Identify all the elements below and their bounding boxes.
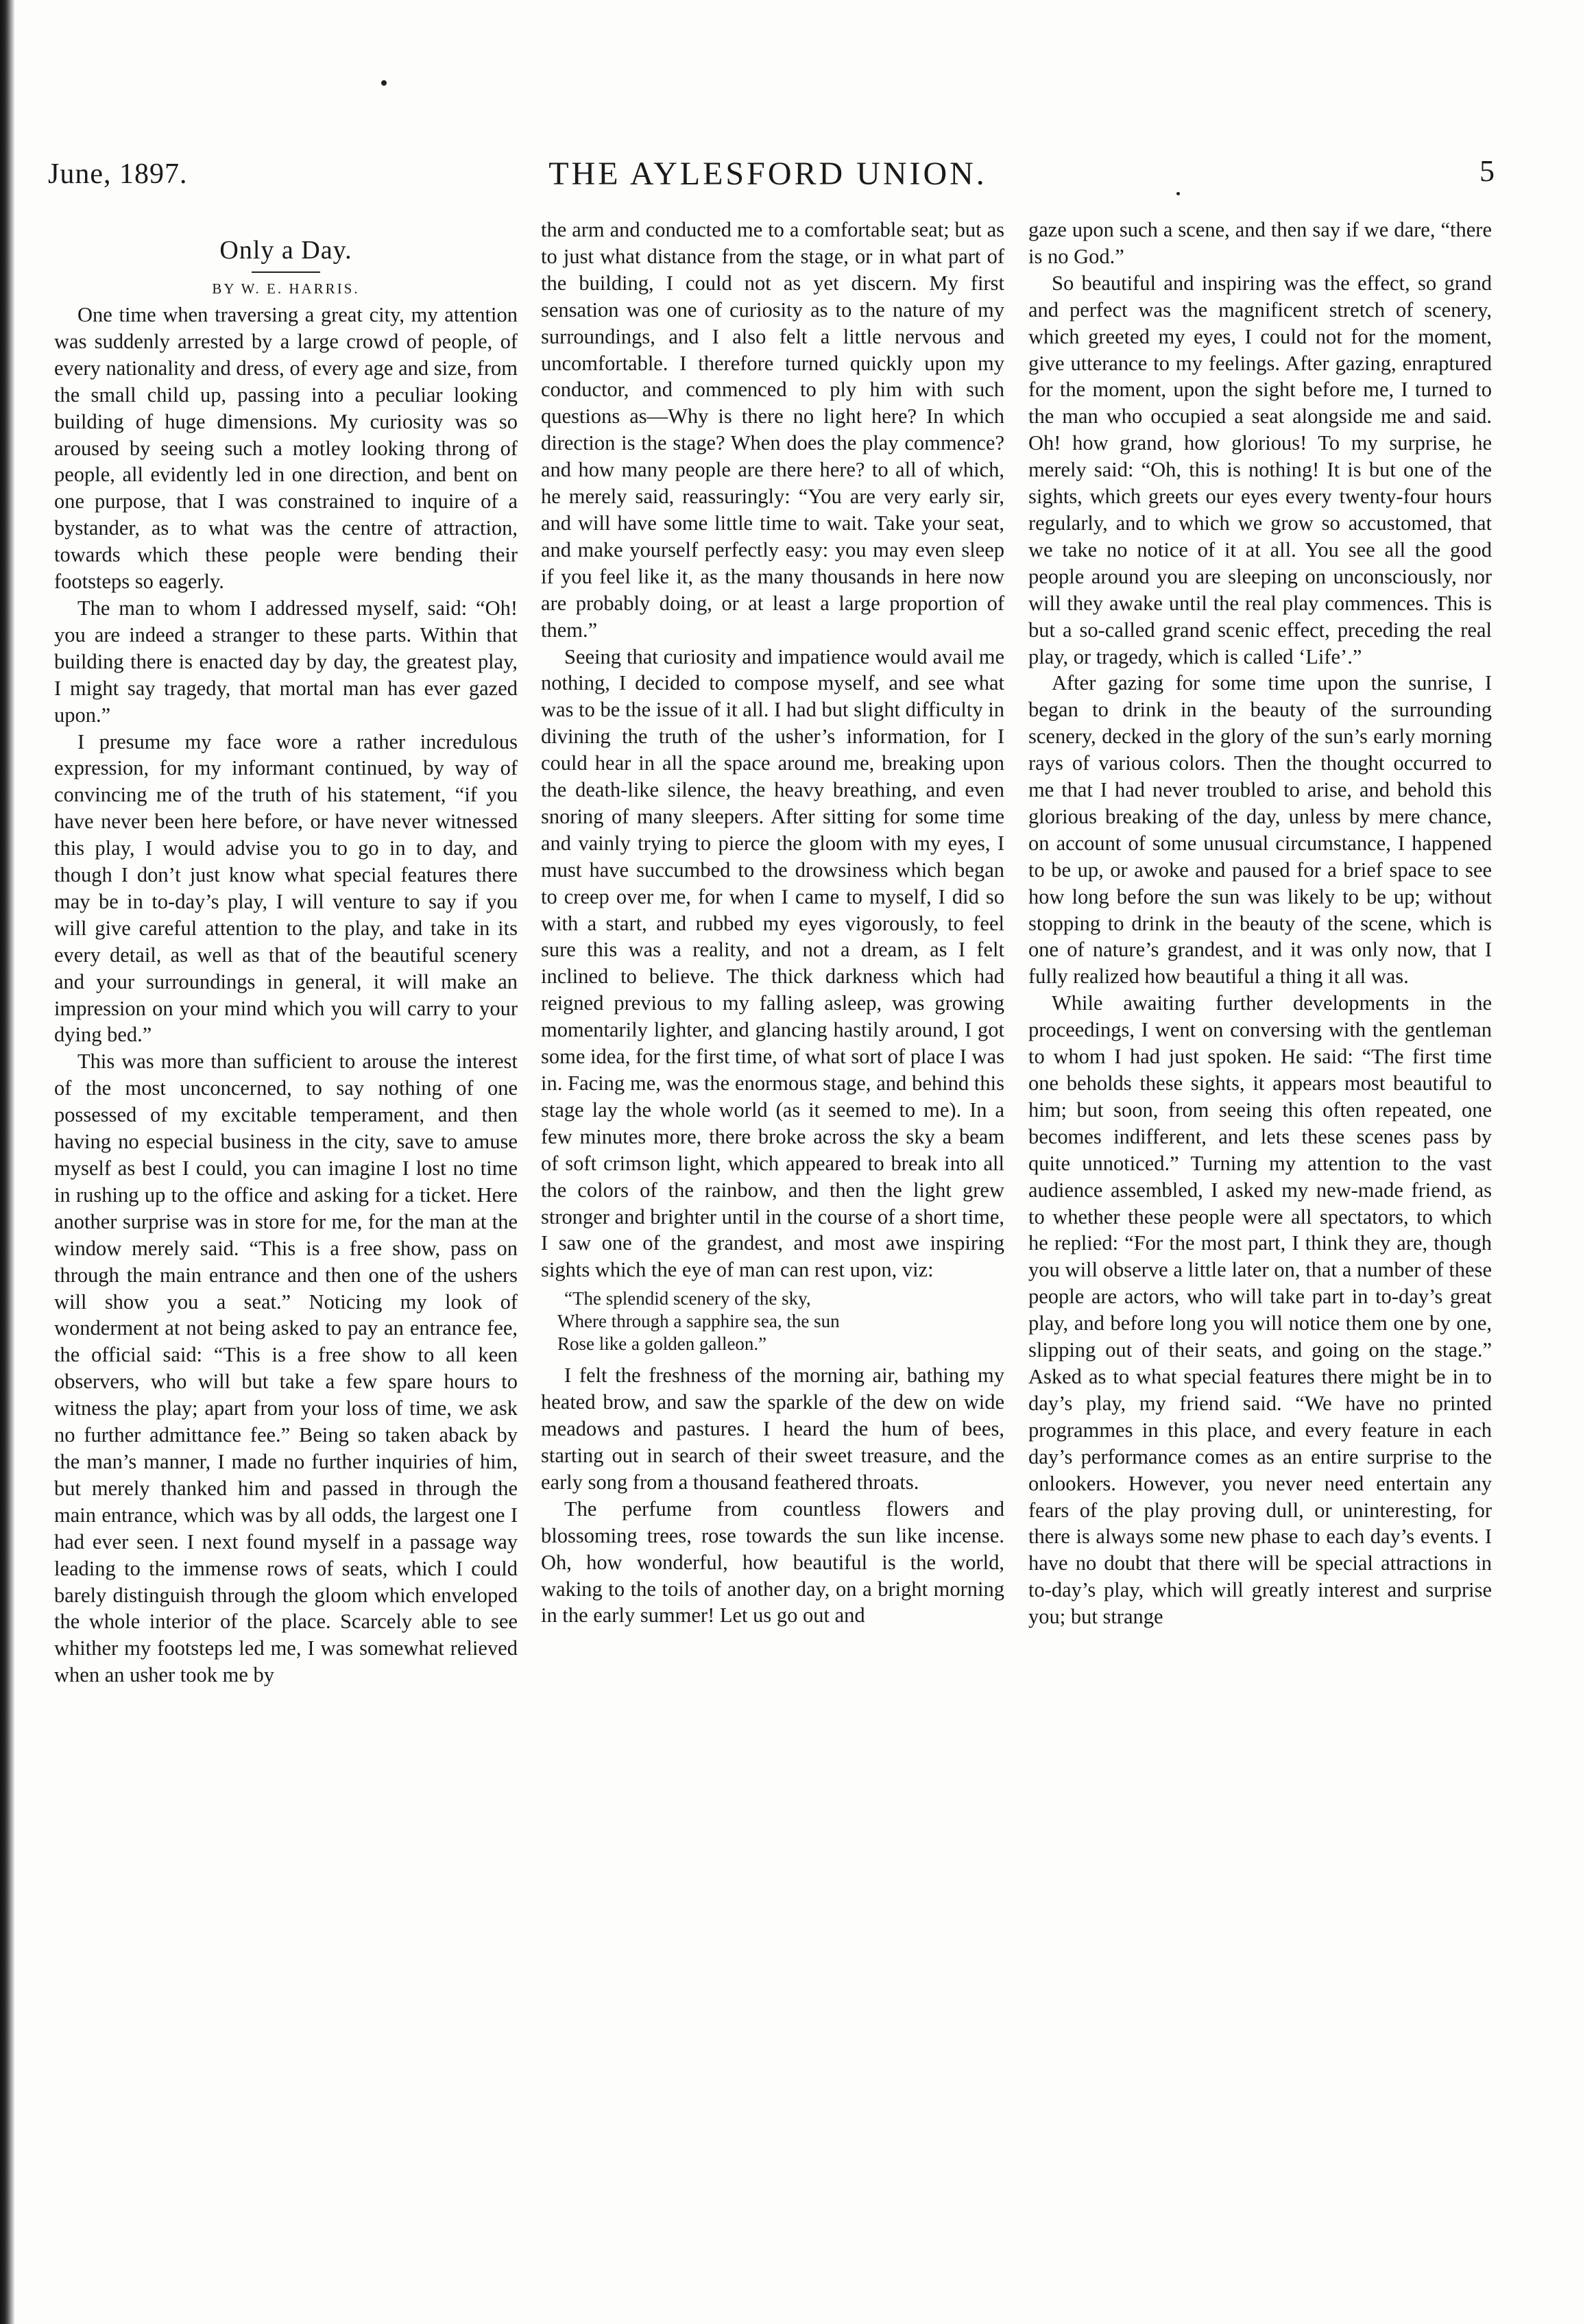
column-2 — [541, 217, 1004, 1629]
paragraph: One time when traversing a great city, my attention was suddenly arrested by a large crowd of people, of every nationality and dress, of every age and size, from the small child up, passing into a peculiar looking building of huge dimensions. My curiosity was so aroused by seeing such a motley looking throng of people, all evidently led in one direction, and bent on one purpose, that I was constrained to inquire of a bystander, as to what was the centre of attraction, towards which these people were bending their footsteps so eagerly. — [54, 303, 518, 594]
paragraph: While awaiting further developments in the proceedings, I went on conversing with the gentleman to whom I had just spoken. He said: “The first time one beholds these sights, it appears most beautiful to him; but soon, from seeing this often repeated, one becomes indifferent, and lets these scenes pass by quite unnoticed.” Turning my attention to the vast audience assembled, I asked my new-made friend, as to whether these people were all spectators, to which he replied: “For the most part, I think they are, though you will observe a little later on, that a number of these people are actors, who will take part in to-day’s great play, and before long you will notice them one by one, slipping out of their seats, and going on the stage.” Asked as to what special features there might be in to day’s play, my friend said. “We have no printed programmes in this place, and every feature in each day’s performance comes as an entire surprise to the onlookers. However, you never need entertain any fears of the play proving dull, or uninteresting, for there is always some new phase to each day’s events. I have no doubt that there will be special attractions in to-day’s play, which will greatly interest and surprise you; but strange — [1028, 991, 1492, 1629]
title-rule — [252, 271, 320, 273]
verse-quote — [557, 1287, 1004, 1355]
paragraph: After gazing for some time upon the sunrise, I began to drink in the beauty of the surrounding scenery, decked in the glory of the sun’s early morning rays of various colors. Then the thought occurred to me that I had never troubled to arise, and behold this glorious breaking of the day, unless by mere chance, on account of some unusual circumstance, I happened to be up, or awoke and paused for a brief space to see how long before the sun was likely to be up; without stopping to drink in the beauty of the scene, which is one of nature’s grandest, and it was only now, that I fully realized how beautiful a thing it all was. — [1028, 671, 1492, 989]
paragraph: I presume my face wore a rather incredulous expression, for my informant continued, by way of convincing me of the truth of his statement, “if you have never been here before, or have never witnessed this play, I would advise you to go in to day, and though I don’t just know what special features there may be in to-day’s play, I will venture to say if you will give careful attention to the play, and take in its every detail, as well as that of the beautiful scenery and your surroundings in general, it will make an impression on your mind which you will carry to your dying bed.” — [54, 729, 518, 1047]
paragraph: I felt the freshness of the morning air, bathing my heated brow, and saw the sparkle of the dew on wide meadows and pastures. I heard the hum of bees, starting out in search of their sweet treasure, and the early song from a thousand feathered throats. — [541, 1364, 1004, 1494]
verse-line: Where through a sapphire sea, the sun — [557, 1311, 840, 1332]
issue-date: June, 1897. — [48, 158, 188, 190]
paragraph: The man to whom I addressed myself, said: “Oh! you are indeed a stranger to these parts. Within that building there is enacted day by day, the greatest play, I might say tragedy, that mortal man has ever gazed upon.” — [54, 596, 518, 727]
column-3 — [1028, 217, 1492, 1630]
page-number: 5 — [1479, 154, 1495, 188]
verse-line: Rose like a golden galleon.” — [557, 1333, 767, 1355]
print-speck — [381, 80, 387, 86]
paragraph: The perfume from countless flowers and blossoming trees, rose towards the sun like incense. Oh, how wonderful, how beautiful is the world, waking to the toils of another day, on a bright morning in the early summer! Let us go out and — [541, 1497, 1004, 1627]
paragraph: the arm and conducted me to a comfortable seat; but as to just what distance from the stage, or in what part of the building, I could not as yet discern. My first sensation was one of curiosity as to the nature of my surroundings, and I also felt a little nervous and uncomfortable. I therefore turned quickly upon my conductor, and commenced to ply him with such questions as—Why is there no light here? In which direction is the stage? When does the play commence? and how many people are there here? to all of which, he merely said, reassuringly: “You are very early sir, and will have some little time to wait. Take your seat, and make yourself perfectly easy: you may even sleep if you feel like it, as the many thousands in here now are probably doing, or at least a large proportion of them.” — [541, 218, 1004, 642]
verse-line: “The splendid scenery of the sky, — [564, 1288, 811, 1309]
paragraph: Seeing that curiosity and impatience would avail me nothing, I decided to compose myself, and see what was to be the issue of it all. I had but slight difficulty in divining the truth of the usher’s information, for I could hear in all the space around me, breaking upon the death-like silence, the heavy breathing, and even snoring of many sleepers. After sitting for some time and vainly trying to pierce the gloom with my eyes, I must have succumbed to the drowsiness which began to creep over me, for when I came to myself, I did so with a start, and rubbed my eyes vigorously, to feel sure this was a reality, and not a dream, as I felt inclined to believe. The thick darkness which had reigned previous to my falling asleep, was growing momentarily lighter, and glancing hastily around, I got some idea, for the first time, of what sort of place I was in. Facing me, was the enormous stage, and behind this stage lay the whole world (as it seemed to me). In a few minutes more, there broke across the sky a beam of soft crimson light, which appeared to break into all the colors of the rainbow, and then the light grew stronger and brighter until in the course of a short time, I saw one of the grandest, and most awe inspiring sights which the eye of man can rest upon, viz: — [541, 644, 1004, 1282]
page-header — [41, 151, 1495, 199]
paragraph: This was more than sufficient to arouse the interest of the most unconcerned, to say nothing of one possessed of my excitable temperament, and then having no especial business in the city, save to amuse myself as best I could, you can imagine I lost no time in rushing up to the office and asking for a ticket. Here another surprise was in store for me, for the man at the window merely said. “This is a free show, pass on through the main entrance and then one of the ushers will show you a seat.” Noticing my look of wonderment at not being asked to pay an entrance fee, the official said: “This is a free show to all keen observers, who will but take a few spare hours to witness the play; apart from your loss of time, we ask no further admittance fee.” Being so taken aback by the man’s manner, I made no further inquiries of him, but merely thanked him and passed in through the main entrance, which was by all odds, the largest one I had ever seen. I next found myself in a passage way leading to the immense rows of seats, which I could barely distinguish through the gloom which enveloped the whole interior of the place. Scarcely able to see whither my footsteps led me, I was somewhat relieved when an usher took me by — [54, 1050, 518, 1687]
scan-edge-shadow — [0, 0, 25, 2324]
paragraph: gaze upon such a scene, and then say if we dare, “there is no God.” — [1028, 218, 1492, 268]
column-1 — [54, 217, 518, 1688]
paragraph: So beautiful and inspiring was the effect, so grand and perfect was the magnificent stretch of scenery, which greeted my eyes, I could not for the moment, give utterance to my feelings. After gazing, enraptured for the moment, upon the sight before me, I turned to the man who occupied a seat alongside me and said. Oh! how grand, how glorious! To my surprise, he merely said: “Oh, this is nothing! It is but one of the sights, which greets our eyes every twenty-four hours regularly, and to which we grow so accustomed, that we take no notice of it at all. You see all the good people around you are sleeping on unconsciously, nor will they awake until the real play commences. This is but a so-called grand scenic effect, preceding the real play, or tragedy, which is called ‘Life’.” — [1028, 271, 1492, 668]
publication-title: THE AYLESFORD UNION. — [548, 156, 987, 192]
article-byline: BY W. E. HARRIS. — [212, 280, 360, 297]
article-title: Only a Day. — [219, 236, 352, 265]
